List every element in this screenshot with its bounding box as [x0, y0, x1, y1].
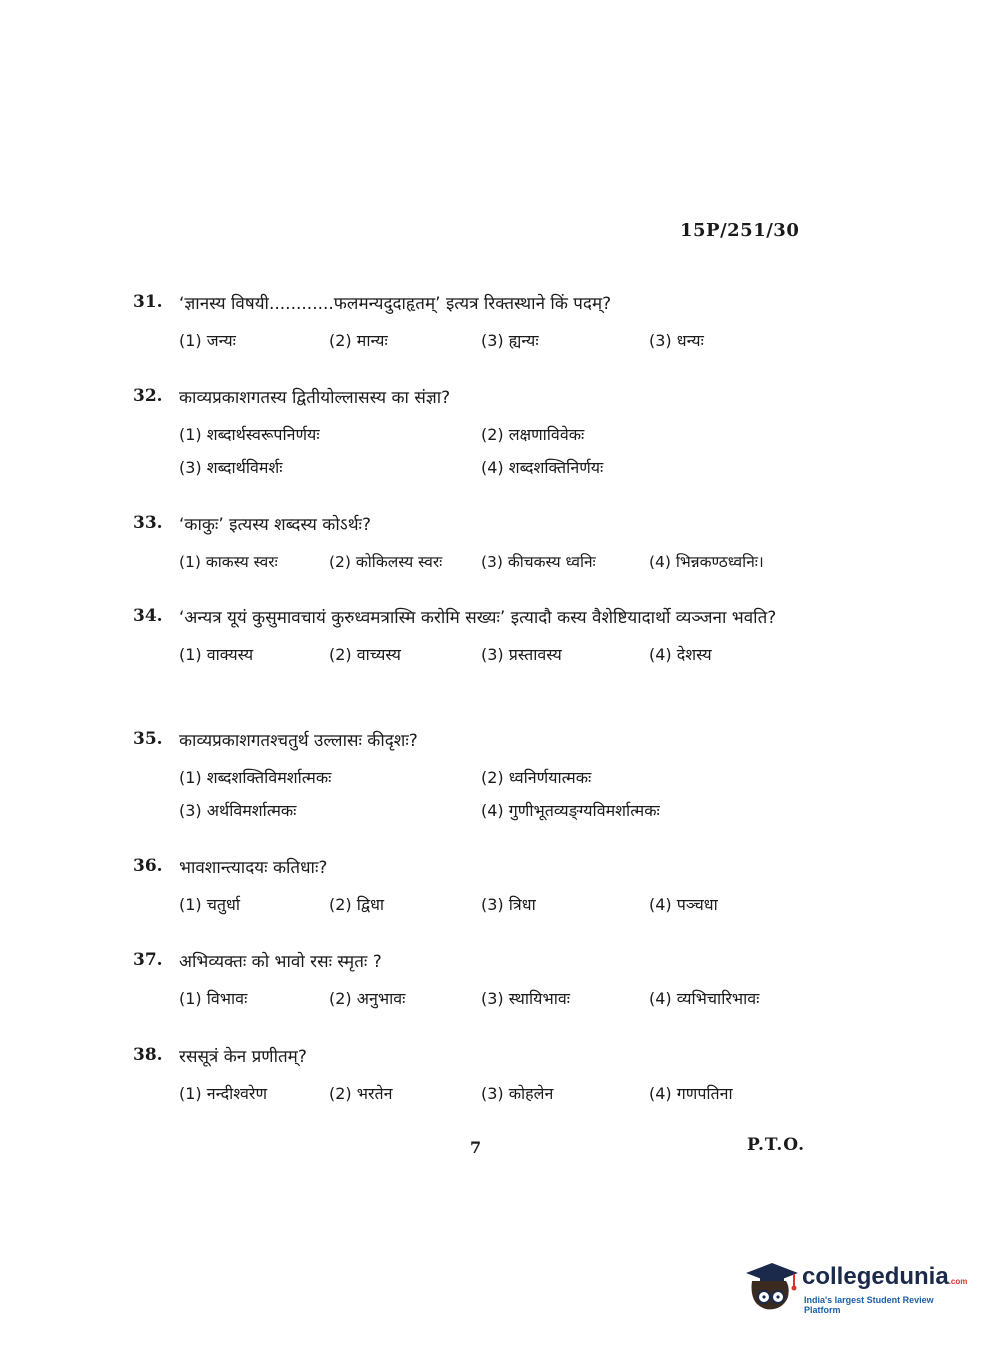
option: (1) जन्यः [179, 330, 236, 350]
option: (1) नन्दीश्वरेण [179, 1083, 268, 1103]
question-number: 32. [133, 386, 163, 406]
option: (2) अनुभावः [329, 988, 406, 1008]
question-number: 38. [133, 1045, 163, 1065]
question-31 [133, 290, 833, 356]
question-text: अभिव्यक्तः को भावो रसः स्मृतः ? [179, 952, 382, 972]
question-number: 33. [133, 513, 163, 533]
question-number: 36. [133, 856, 163, 876]
option: (4) देशस्य [649, 644, 712, 664]
question-36 [133, 854, 833, 920]
question-number: 31. [133, 292, 163, 312]
question-text: काव्यप्रकाशगतश्चतुर्थ उल्लासः कीदृशः? [179, 731, 418, 751]
question-text: ‘अन्यत्र यूयं कुसुमावचायं कुरुध्वमत्रास्मि करोमि सख्यः’ इत्यादौ कस्य वैशेष्टियादार्थो व्यञ्जना भवति? [179, 608, 777, 628]
option: (2) लक्षणाविवेकः [481, 424, 585, 444]
option: (2) मान्यः [329, 330, 388, 350]
question-34 [133, 604, 833, 670]
question-38 [133, 1043, 833, 1109]
question-35 [133, 727, 833, 826]
question-text: काव्यप्रकाशगतस्य द्वितीयोल्लासस्य का संज्ञा? [179, 388, 451, 408]
option: (3) त्रिधा [481, 894, 536, 914]
option: (4) गुणीभूतव्यङ्ग्यविमर्शात्मकः [481, 800, 660, 820]
question-text: रससूत्रं केन प्रणीतम्? [179, 1047, 307, 1067]
brand-tagline: India's largest Student Review Platform [804, 1295, 934, 1315]
option: (3) धन्यः [649, 330, 704, 350]
question-number: 37. [133, 950, 163, 970]
question-text: ‘काकुः’ इत्यस्य शब्दस्य कोऽर्थः? [179, 515, 372, 535]
option: (1) काकस्य स्वरः [179, 552, 278, 571]
mascot-icon [742, 1255, 800, 1315]
option: (1) चतुर्धा [179, 894, 241, 914]
option: (2) ध्वनिर्णयात्मकः [481, 767, 592, 787]
option: (3) कीचकस्य ध्वनिः [481, 552, 596, 571]
question-number: 35. [133, 729, 163, 749]
option: (3) स्थायिभावः [481, 988, 570, 1008]
option: (1) विभावः [179, 988, 248, 1008]
option: (4) व्यभिचारिभावः [649, 988, 760, 1008]
collegedunia-logo [742, 1255, 972, 1315]
option: (2) वाच्यस्य [329, 644, 401, 664]
question-text: ‘ज्ञानस्य विषयी............फलमन्यदुदाहृतम्’ इत्यत्र रिक्तस्थाने किं पदम्? [179, 294, 612, 314]
question-text: भावशान्त्यादयः कतिधाः? [179, 858, 328, 878]
option: (4) शब्दशक्तिनिर्णयः [481, 457, 604, 477]
question-33 [133, 511, 833, 577]
option: (1) वाक्यस्य [179, 644, 254, 664]
option: (3) ह्यन्यः [481, 330, 539, 350]
option: (4) गणपतिना [649, 1083, 733, 1103]
question-37 [133, 948, 833, 1014]
option: (3) अर्थविमर्शात्मकः [179, 800, 297, 820]
pto-label: P.T.O. [747, 1135, 805, 1155]
brand-text: collegedunia [802, 1263, 949, 1290]
question-number: 34. [133, 606, 163, 626]
option: (3) प्रस्तावस्य [481, 644, 562, 664]
option: (2) द्विधा [329, 894, 385, 914]
option: (3) कोहलेन [481, 1083, 554, 1103]
page-number: 7 [470, 1138, 482, 1157]
brand-suffix: .com [948, 1277, 968, 1286]
option: (1) शब्दशक्तिविमर्शात्मकः [179, 767, 332, 787]
option: (4) भिन्नकण्ठध्वनिः। [649, 552, 764, 571]
brand-name [802, 1263, 967, 1291]
option: (1) शब्दार्थस्वरूपनिर्णयः [179, 424, 320, 444]
option: (4) पञ्चधा [649, 894, 718, 914]
option: (2) भरतेन [329, 1083, 393, 1103]
option: (2) कोकिलस्य स्वरः [329, 552, 443, 571]
question-32 [133, 384, 833, 483]
option: (3) शब्दार्थविमर्शः [179, 457, 283, 477]
paper-code: 15P/251/30 [680, 220, 800, 241]
